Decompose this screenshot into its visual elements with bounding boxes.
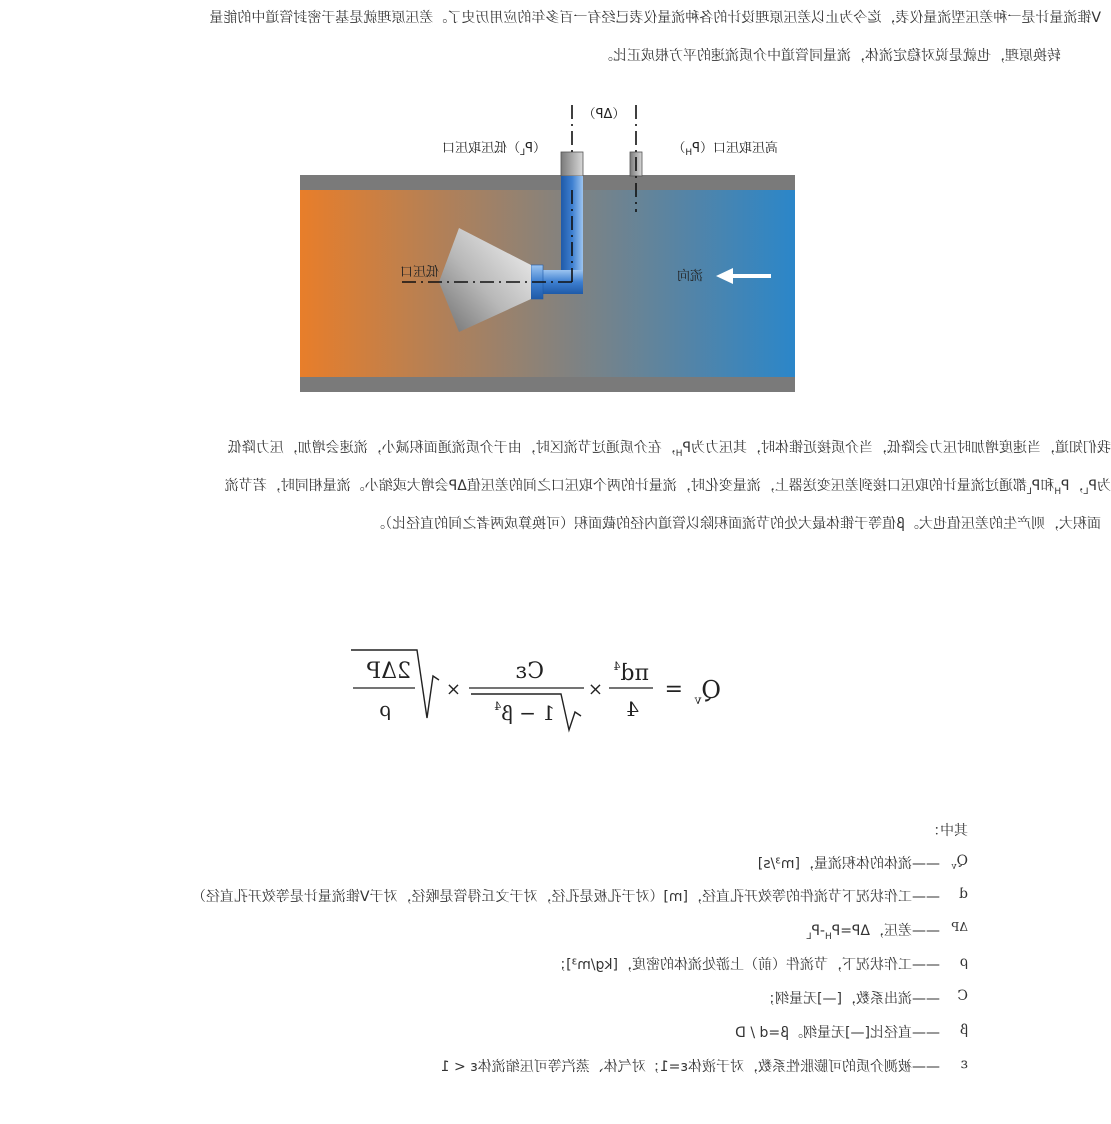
pipe-wall-bottom xyxy=(300,377,795,392)
low-port-label: 低压口 xyxy=(399,265,439,280)
intro-line-2: 转换原理，也就是说对稳定流体，流量同管道中介质流速的平方根成正比。 xyxy=(599,48,1061,64)
flow-formula xyxy=(0,630,1111,740)
definition-text: ——工作状况下，节流件（前）上游处流体的密度，[kg/m³]； xyxy=(552,957,940,973)
definition-text: ——被测介质的可膨胀性系数，对于液体ε=1；对气体、蒸汽等可压缩流体ε < 1 xyxy=(440,1059,940,1075)
definition-text: ——直径比[—]无量纲。β=d / D xyxy=(735,1025,940,1041)
formula-c-epsilon: Cε xyxy=(515,659,544,684)
formula-pi-d: $\pi d^4$ xyxy=(613,660,649,686)
explanation-line-1: 我们知道，当速度增加时压力会降低，当介质接近锥体时，其压力为$P_H$，在介质通过节流区时，由于介质流通面积减小，流速会增加，压力降低 xyxy=(227,440,1111,459)
definition-symbol: d xyxy=(959,886,968,902)
formula-two-delta-p: 2ΔP xyxy=(366,659,411,684)
formula-equals: = xyxy=(664,677,683,702)
formula-q: $Q_v$ xyxy=(694,676,721,707)
definition-symbol: ε xyxy=(960,1056,968,1072)
explanation-line-2: 为$P_L$，$P_H$和$P_L$都通过流量计的取压口接到差压变送器上，流量变化时，流量计的两个取压口之间的差压值ΔP会增大或缩小。流量相同时，若节流 xyxy=(224,478,1111,497)
formula-times-2: × xyxy=(445,679,461,700)
delta-p-label: （ΔP） xyxy=(582,107,626,122)
definition-symbol: $Q_v$ xyxy=(951,853,968,872)
formula-one-minus-beta: $1 - \beta^4$ xyxy=(494,700,555,725)
definition-symbol: β xyxy=(959,1022,968,1038)
definition-symbol: C xyxy=(957,988,968,1004)
explanation-line-3: 面积大，则产生的差压值也大。β值等于锥体最大处的节流面积除以管道内径的截面积（可换算成两者之间的直径比）。 xyxy=(371,516,1101,532)
definition-text: ——差压，$\Delta P=P_H-P_L$ xyxy=(806,923,940,942)
intro-line-1: V锥流量计是一种差压型流量仪表，迄今为止以差压原理设计的各种流量仪表已经有一百多年的应用历史了。差压原理就是基于密封管道中的能量 xyxy=(209,10,1101,26)
high-tap-label: 高压取压口$(P_H)$ xyxy=(672,141,778,158)
low-tap-label: $(P_L)$低压取压口 xyxy=(442,141,546,158)
formula-times-1: × xyxy=(587,679,603,700)
v-cone-diagram xyxy=(0,0,1111,420)
flow-direction-label: 流向 xyxy=(676,269,703,284)
definition-text: ——流出系数，[—]无量纲； xyxy=(761,991,940,1007)
definition-symbol: ρ xyxy=(959,954,968,970)
low-pressure-tap xyxy=(561,152,583,176)
pipe-wall-top xyxy=(300,175,795,190)
formula-denominator-4: 4 xyxy=(626,697,639,721)
definition-symbol: ΔP xyxy=(951,920,968,934)
definitions-heading: 其中： xyxy=(926,823,968,839)
definition-text: ——流体的体积流量，[m³/s] xyxy=(757,856,940,872)
formula-rho: ρ xyxy=(379,697,391,721)
definition-text: ——工作状况下节流件的等效开孔直径，[m]（对于孔板是孔径，对于文丘得管是喉径，对于V锥流量计是等效开孔直径） xyxy=(191,889,940,905)
